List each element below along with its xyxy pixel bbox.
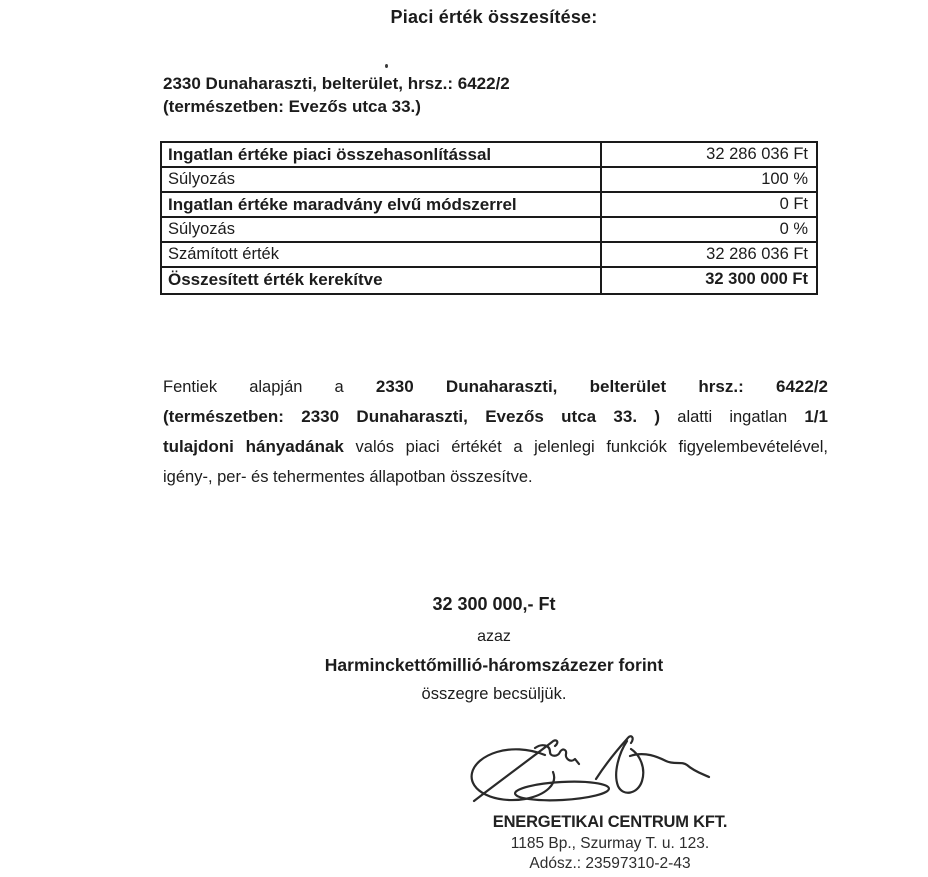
paragraph-line: [163, 402, 828, 432]
valuation-paragraph: [163, 372, 828, 492]
scan-artifact-dot: [385, 64, 388, 68]
stamp-address: 1185 Bp., Szurmay T. u. 123.: [510, 835, 710, 852]
row-label: Ingatlan értéke piaci összehasonlítással: [168, 145, 492, 164]
handwritten-signature-icon: [450, 715, 730, 815]
paragraph-text-bold: 1/1: [804, 407, 828, 426]
row-label: Számított érték: [168, 245, 279, 263]
stamp-tax-id: Adósz.: 23597310-2-43: [529, 855, 691, 872]
table-row: [162, 168, 816, 193]
paragraph-text: Fentiek alapján a: [163, 378, 344, 396]
stamp-company-name: ENERGETIKAI CENTRUM KFT.: [492, 813, 728, 831]
row-value: 32 286 036 Ft: [600, 243, 816, 266]
amount-value: 32 300 000,- Ft: [432, 594, 556, 614]
paragraph-line: [163, 432, 828, 462]
row-value: 0 %: [600, 218, 816, 241]
table-row: [162, 243, 816, 268]
paragraph-line: [163, 372, 828, 402]
property-address-line1: 2330 Dunaharaszti, belterület, hrsz.: 6422/2: [163, 74, 510, 93]
paragraph-text-bold: 2330 Dunaharaszti, belterület hrsz.: 6422/2: [375, 377, 829, 396]
amount-in-words: Harminckettőmillió-háromszázezer forint: [324, 655, 664, 675]
property-address-line2: (természetben: Evezős utca 33.): [163, 97, 421, 116]
table-row: [162, 193, 816, 218]
amount-block: [160, 594, 828, 704]
row-label: Összesített érték kerekítve: [168, 270, 383, 289]
amount-azaz: azaz: [477, 628, 511, 645]
table-row: [162, 143, 816, 168]
row-value: 100 %: [600, 168, 816, 191]
row-value: 0 Ft: [600, 193, 816, 216]
row-label: Súlyozás: [168, 220, 235, 238]
row-value: 32 300 000 Ft: [600, 268, 816, 293]
paragraph-text-bold: tulajdoni hányadának: [163, 437, 344, 456]
table-row-total: [162, 268, 816, 293]
table-row: [162, 218, 816, 243]
paragraph-text: valós piaci értékét a jelenlegi funkciók figyelembevételével,: [355, 438, 828, 456]
page-title: Piaci érték összesítése:: [390, 7, 598, 27]
company-stamp: [470, 812, 750, 874]
row-label: Súlyozás: [168, 170, 235, 188]
row-label: Ingatlan értéke maradvány elvű módszerrel: [168, 195, 517, 214]
valuation-table: [160, 141, 818, 295]
amount-suffix: összegre becsüljük.: [421, 685, 567, 703]
paragraph-text-bold: (természetben: 2330 Dunaharaszti, Evezős utca 33. ): [163, 407, 661, 426]
paragraph-text: igény-, per- és tehermentes állapotban összesítve.: [163, 468, 533, 486]
paragraph-line: [163, 462, 828, 492]
property-address: [163, 72, 763, 118]
paragraph-text: alatti ingatlan: [677, 408, 788, 426]
row-value: 32 286 036 Ft: [600, 143, 816, 166]
